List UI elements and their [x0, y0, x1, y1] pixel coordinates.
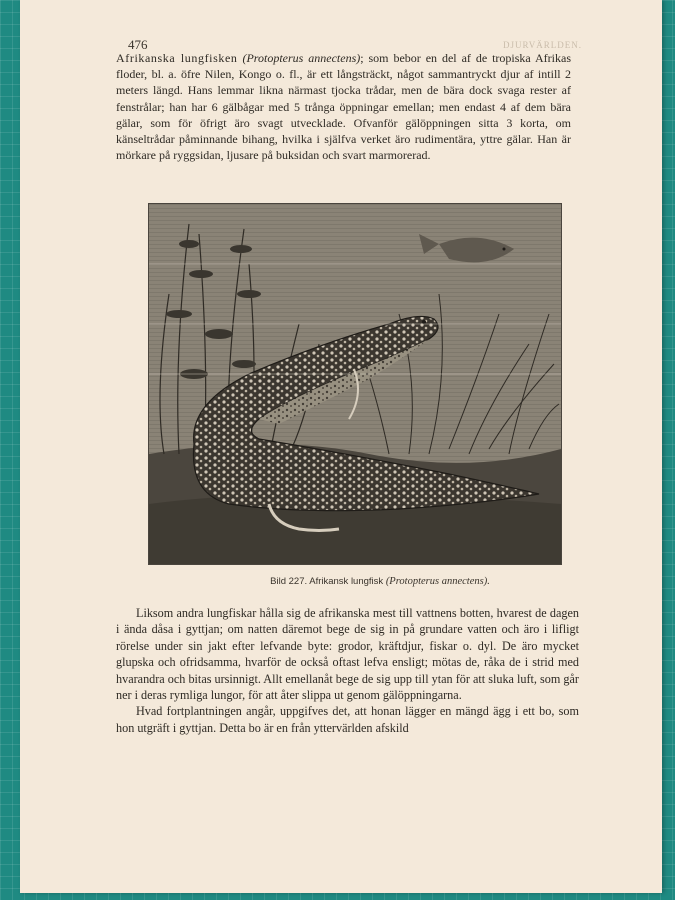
running-head: DJURVÄRLDEN. — [502, 40, 582, 50]
intro-paragraph — [116, 50, 571, 163]
caption-label: Bild 227. Afrikansk lungfisk — [270, 576, 384, 587]
intro-text: ; som bebor en del af de tropiska Afrikas floder, bl. a. öfre Nilen, Kongo o. fl., är ett långsträckt, något sammantryckt djur af intill 2 meters längd. Hans lemmar likna närmast tjocka trådar, men de bära dock svaga rester af fenstrålar; han har 6 gälbågar med 5 trånga öppningar emellan; men endast 4 af dem bära gälar, som för öfrigt äro svagt utvecklade. Ofvanför gälöppningen sitta 3 korta, om känseltrådar påminnande bihang, hvilka i själfva verket äro rudimentära, yttre gälar. Han är mörkare på ryggsidan, ljusare på buksidan och svart marmorerad. — [116, 51, 571, 163]
paragraph-1: Liksom andra lungfiskar hålla sig de afrikanska mest till vattnens botten, hvarest de dagen i ända dåsa i gyttjan; om natten däremot bege de sig in på grundare vatten och äro i lifligt rörelse under sin jakt efter lefvande byte: grodor, kräftdjur, fiskar o. dyl. De äro mycket glupska och ofridsamma, hvarför de också oftast lefva ensligt; mötas de, råka de i strid med hvarandra och bitas ursinnigt. Allt emellanåt bege de sig upp till ytan för att sluka luft, som går ner i deras rymliga lungor, för att åter slippa ut genom gälöppningarna. — [116, 606, 579, 703]
page-number: 476 — [128, 37, 148, 52]
lungfish-illustration — [148, 203, 562, 565]
paragraph-2: Hvad fortplantningen angår, uppgifves det, att honan lägger en mängd ägg i ett bo, som hon utgräft i gyttjan. Detta bo är en från yttervärlden afskild — [116, 704, 579, 735]
intro-species-name: (Protopterus annectens) — [242, 51, 361, 65]
intro-lead: Afrikanska lungfisken — [116, 51, 238, 65]
figure-caption — [230, 576, 530, 587]
book-page — [20, 0, 662, 893]
caption-species: (Protopterus annectens). — [385, 576, 490, 587]
body-text — [116, 605, 579, 736]
